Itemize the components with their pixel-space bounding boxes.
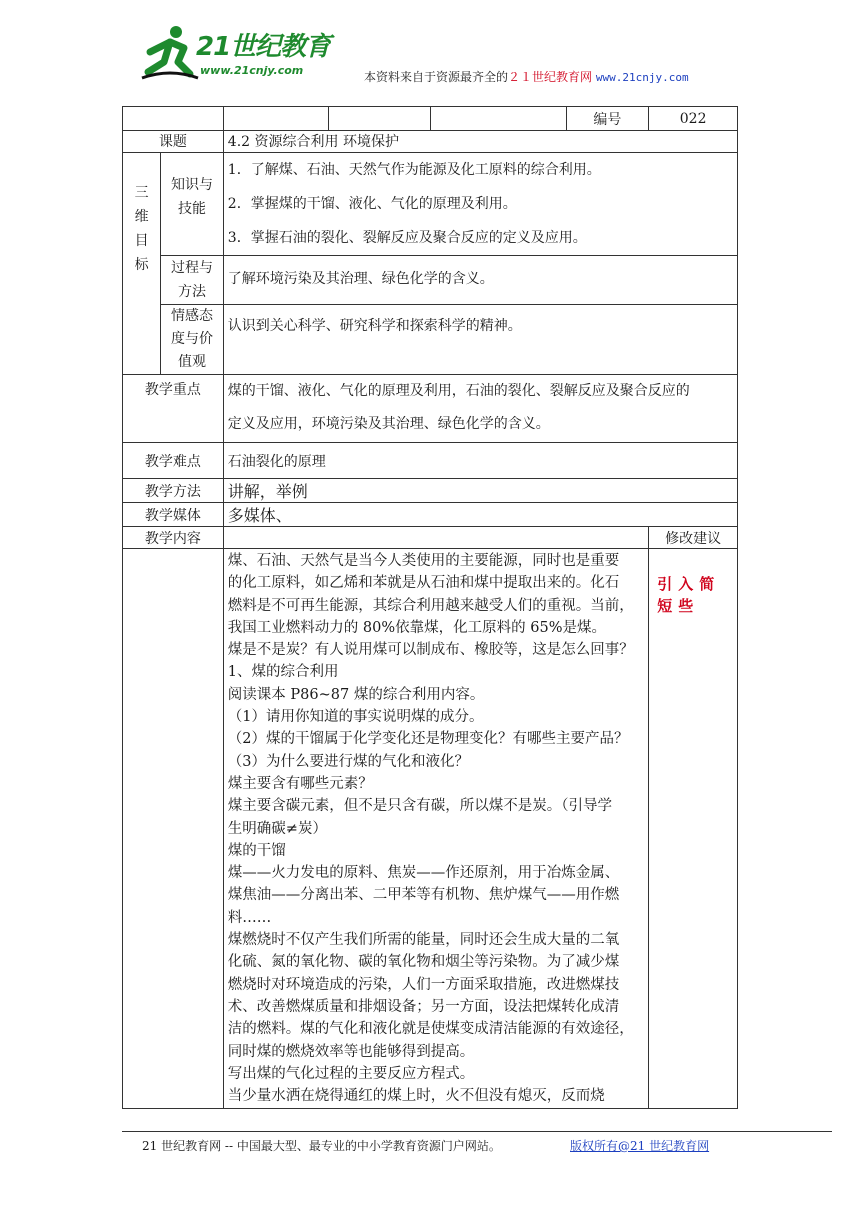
content-line: 当少量水洒在烧得通红的煤上时，火不但没有熄灭，反而烧 <box>227 1088 605 1105</box>
key-row <box>123 375 738 443</box>
blank-cell <box>123 549 224 1109</box>
content-line: 生明确碳≠炭） <box>227 820 327 837</box>
content-line: 煤主要含有哪些元素？ <box>227 775 373 792</box>
content-line: 我国工业燃料动力的 80%依靠煤，化工原料的 65%是煤。 <box>227 619 606 636</box>
content-line: 煤燃烧时不仅产生我们所需的能量，同时还会生成大量的二氧 <box>227 932 620 949</box>
three-dim-char: 目 <box>134 233 149 249</box>
suggest-text: 引入简短些 <box>649 549 738 1109</box>
blank-cell <box>123 107 224 131</box>
emotion-label-line: 值观 <box>178 354 207 370</box>
footer-copyright-link[interactable]: 版权所有@21 世纪教育网 <box>570 1139 710 1153</box>
media-row <box>123 503 738 527</box>
process-label-line: 方法 <box>178 284 207 300</box>
lesson-plan-table <box>122 106 738 1109</box>
knowledge-row <box>123 153 738 256</box>
content-line: 燃烧时对环境造成的污染，人们一方面采取措施，改进燃煤技 <box>227 976 620 993</box>
emotion-label-line: 度与价 <box>171 331 214 347</box>
blank-cell <box>328 107 431 131</box>
content-line: 术、改善燃煤质量和排烟设备；另一方面，设法把煤转化成清 <box>227 998 620 1015</box>
blank-cell <box>223 527 648 549</box>
content-line: 写出煤的气化过程的主要反应方程式。 <box>227 1065 475 1082</box>
topic-label: 课题 <box>123 131 224 153</box>
emotion-row <box>123 305 738 375</box>
process-label <box>161 256 224 305</box>
number-value: 022 <box>649 107 738 131</box>
footer-left-text: 21 世纪教育网 -- 中国最大型、最专业的中小学教育资源门户网站。 <box>142 1139 501 1153</box>
three-dim-char: 标 <box>134 257 149 273</box>
process-text: 了解环境污染及其治理、绿色化学的含义。 <box>223 256 737 305</box>
content-line: 阅读课本 P86~87 煤的综合利用内容。 <box>227 686 485 703</box>
emotion-label-line: 情感态 <box>171 308 214 324</box>
content-line: 煤主要含碳元素，但不是只含有碳，所以煤不是炭。（引导学 <box>227 798 613 815</box>
three-dim-char: 三 <box>134 185 149 201</box>
content-line: 煤的干馏 <box>227 842 286 859</box>
blank-cell <box>223 107 328 131</box>
source-line <box>364 68 689 85</box>
process-row <box>123 256 738 305</box>
site-logo[interactable] <box>140 22 340 84</box>
key-label: 教学重点 <box>123 375 224 443</box>
topic-value: 4.2 资源综合利用 环境保护 <box>223 131 737 153</box>
difficult-text: 石油裂化的原理 <box>223 443 737 479</box>
content-line: 煤——火力发电的原料、焦炭——作还原剂，用于冶炼金属、 <box>227 865 620 882</box>
content-line: 燃料是不可再生能源，其综合利用越来越受人们的重视。当前， <box>227 597 634 614</box>
method-text: 讲解，举例 <box>223 479 737 503</box>
content-label: 教学内容 <box>123 527 224 549</box>
content-row <box>123 549 738 1109</box>
process-label-line: 过程与 <box>171 260 214 276</box>
three-dim-label <box>123 153 161 375</box>
content-line: 煤焦油——分离出苯、二甲苯等有机物、焦炉煤气——用作燃 <box>227 887 620 904</box>
number-row <box>123 107 738 131</box>
content-line: 的化工原料，如乙烯和苯就是从石油和煤中提取出来的。化石 <box>227 575 620 592</box>
logo-url: www.21cnjy.com <box>200 64 304 77</box>
key-line: 煤的干馏、液化、气化的原理及利用，石油的裂化、裂解反应及聚合反应的 <box>227 383 690 399</box>
emotion-text: 认识到关心科学、研究科学和探索科学的精神。 <box>223 305 737 375</box>
emotion-label <box>161 305 224 375</box>
content-line: 化硫、氮的氧化物、碳的氧化物和烟尘等污染物。为了减少煤 <box>227 954 620 971</box>
difficult-label: 教学难点 <box>123 443 224 479</box>
logo-text: 21世纪教育 <box>196 32 331 62</box>
content-line: 同时煤的燃烧效率等也能够得到提高。 <box>227 1043 475 1060</box>
source-site-link[interactable]: ２１世纪教育网 <box>508 70 593 84</box>
content-line: （1）请用你知道的事实说明煤的成分。 <box>227 709 484 726</box>
method-row <box>123 479 738 503</box>
runner-logo-icon <box>140 22 200 84</box>
source-url-link[interactable]: www.21cnjy.com <box>595 71 689 84</box>
method-label: 教学方法 <box>123 479 224 503</box>
knowledge-label-line: 技能 <box>178 201 207 217</box>
content-body <box>223 549 648 1109</box>
three-dim-char: 维 <box>134 209 149 225</box>
key-text <box>223 375 737 443</box>
number-label: 编号 <box>566 107 649 131</box>
knowledge-item: 3．掌握石油的裂化、裂解反应及聚合反应的定义及应用。 <box>227 230 587 246</box>
content-line: 料…… <box>227 909 272 926</box>
suggest-label: 修改建议 <box>649 527 738 549</box>
page-header <box>0 0 860 100</box>
page-footer <box>0 1124 860 1164</box>
knowledge-items <box>223 153 737 256</box>
blank-cell <box>431 107 566 131</box>
knowledge-label <box>161 153 224 256</box>
knowledge-item: 2．掌握煤的干馏、液化、气化的原理及利用。 <box>227 196 517 212</box>
content-line: 1、煤的综合利用 <box>227 664 339 681</box>
content-line: 煤是不是炭？有人说用煤可以制成布、橡胶等，这是怎么回事？ <box>227 642 634 659</box>
footer-divider <box>122 1131 832 1132</box>
content-line: （2）煤的干馏属于化学变化还是物理变化？有哪些主要产品？ <box>227 731 629 748</box>
source-prefix: 本资料来自于资源最齐全的 <box>364 70 509 84</box>
content-line: 洁的燃料。煤的气化和液化就是使煤变成清洁能源的有效途径， <box>227 1021 634 1038</box>
media-text: 多媒体、 <box>223 503 737 527</box>
knowledge-label-line: 知识与 <box>171 177 214 193</box>
difficult-row <box>123 443 738 479</box>
knowledge-item: 1．了解煤、石油、天然气作为能源及化工原料的综合利用。 <box>227 162 601 178</box>
content-line: 煤、石油、天然气是当今人类使用的主要能源，同时也是重要 <box>227 553 620 569</box>
content-header-row <box>123 527 738 549</box>
topic-row <box>123 131 738 153</box>
media-label: 教学媒体 <box>123 503 224 527</box>
key-line: 定义及应用，环境污染及其治理、绿色化学的含义。 <box>227 416 550 432</box>
content-line: （3）为什么要进行煤的气化和液化？ <box>227 753 470 770</box>
